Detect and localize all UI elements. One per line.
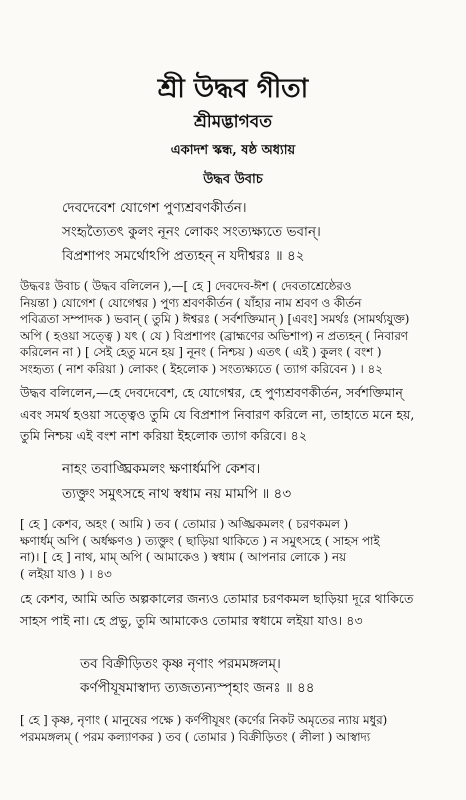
- page-subtitle: শ্রীমদ্ভাগবত: [194, 112, 272, 132]
- gloss-line: ( লইয়া যাও ) । ৪৩: [20, 566, 112, 581]
- gloss-line: [ হে ] কেশব, অহং ( আমি ) তব ( তোমার ) অঙ্ঘ্রিকমলং ( চরণকমল ): [20, 517, 349, 531]
- verse-line: কর্ণপীযূষমাস্বাদ্য ত্যজত্যন্যস্পৃহাং জনঃ ॥ ৪৪: [80, 680, 315, 696]
- verse-line: তব বিক্রীড়িতং কৃষ্ণ নৃণাং পরমমঙ্গলম্।: [80, 656, 281, 672]
- gloss-line: করিলেন না ) [ সেই হেতু মনে হয় ] নূনং ( নিশ্চয় ) এতৎ ( এই ) কুলং ( বংশ ): [20, 345, 382, 360]
- translation: [20, 382, 458, 447]
- verse-line: নাহং তবাঙ্ঘ্রিকমলং ক্ষণার্ধমপি কেশব।: [62, 461, 261, 477]
- gloss-line: না)। [ হে ] নাথ, মাম্ অপি ( আমাকেও ) স্বধাম ( আপনার লোকে ) নয়: [20, 550, 346, 565]
- gloss-line: ক্ষণার্ধম্ অপি ( অর্ধক্ষণও ) ত্যক্তুং ( ছাড়িয়া থাকিতে ) ন সমুৎসহে ( সাহস পাই: [20, 533, 380, 548]
- speaker-heading: উদ্ধব উবাচ: [203, 172, 263, 187]
- word-gloss: [20, 516, 458, 582]
- translation-line: হে কেশব, আমি অতি অল্পকালের জন্যও তোমার চরণকমল ছাড়িয়া দূরে থাকিতে: [20, 591, 414, 606]
- gloss-line: সংহৃত্য ( নাশ করিয়া ) লোকং ( ইহলোক ) সংত্যক্ষ্যতে ( ত্যাগ করিবেন ) । ৪২: [20, 361, 383, 376]
- gloss-line: পবিত্রতা সম্পাদক ) ভবান্ ( তুমি ) ঈশ্বরঃ ( সর্বশক্তিমান্ ) [এবং] সমর্থঃ (সামর্থ্যযুক্ত): [20, 312, 410, 327]
- word-gloss: [20, 712, 458, 745]
- gloss-line: নিয়ন্তা ) যোগেশ ( যোগেশ্বর ) পুণ্য শ্রবণকীর্তন ( যাঁহার নাম শ্রবণ ও কীর্তন: [20, 295, 362, 310]
- gloss-line: অপি ( হওয়া সত্ত্বে ) যৎ ( যে ) বিপ্রশাপং (ব্রাহ্মণের অভিশাপ) ন প্রত্যহন্ ( নিবারণ: [20, 328, 408, 343]
- page-title: শ্রী উদ্ধব গীতা: [157, 74, 309, 104]
- verse-line: সংহৃত্যৈতৎ কুলং নূনং লোকং সংত্যক্ষ্যতে ভবান্।: [62, 224, 321, 240]
- gloss-line: উদ্ধবঃ উবাচ ( উদ্ধব বলিলেন ),—[ হে ] দেবদেব-ঈশ ( দেবতাশ্রেষ্ঠেরও: [20, 279, 352, 293]
- word-gloss: [20, 278, 458, 378]
- verse-line: বিপ্রশাপং সমর্থোঽপি প্রত্যহন্ ন যদীশ্বরঃ ॥ ৪২: [62, 248, 305, 264]
- verse-line: দেবদেবেশ যোগেশ পুণ্যশ্রবণকীর্তন।: [62, 200, 247, 216]
- translation-line: সাহস পাই না। হে প্রভু, তুমি আমাকেও তোমার স্বধামে লইয়া যাও। ৪৩: [20, 612, 363, 628]
- translation-line: এবং সমর্থ হওয়া সত্ত্বেও তুমি যে বিপ্রশাপ নিবারণ করিলে না, তাহাতে মনে হয়,: [20, 406, 415, 422]
- translation-line: উদ্ধব বলিলেন,—হে দেবদেবেশ, হে যোগেশ্বর, হে পুণ্যশ্রবণকীর্তন, সর্বশক্তিমান্: [20, 385, 403, 400]
- chapter-heading: একাদশ স্কন্ধ, ষষ্ঠ অধ্যায়: [170, 143, 296, 158]
- gloss-line: [ হে ] কৃষ্ণ, নৃণাং ( মানুষের পক্ষে ) কর্ণপীযূষং (কর্ণের নিকট অমৃতের ন্যায় মধুর): [20, 713, 388, 727]
- verse-line: ত্যক্তুং সমুৎসহে নাথ স্বধাম নয় মামপি ॥ ৪৩: [62, 486, 292, 502]
- translation: [20, 588, 458, 631]
- gloss-line: পরমমঙ্গলম্ ( পরম কল্যাণকর ) তব ( তোমার ) বিক্রীড়িতং ( লীলা ) আস্বাদ্য: [20, 729, 371, 744]
- translation-line: তুমি নিশ্চয় এই বংশ নাশ করিয়া ইহলোক ত্যাগ করিবে। ৪২: [20, 428, 308, 443]
